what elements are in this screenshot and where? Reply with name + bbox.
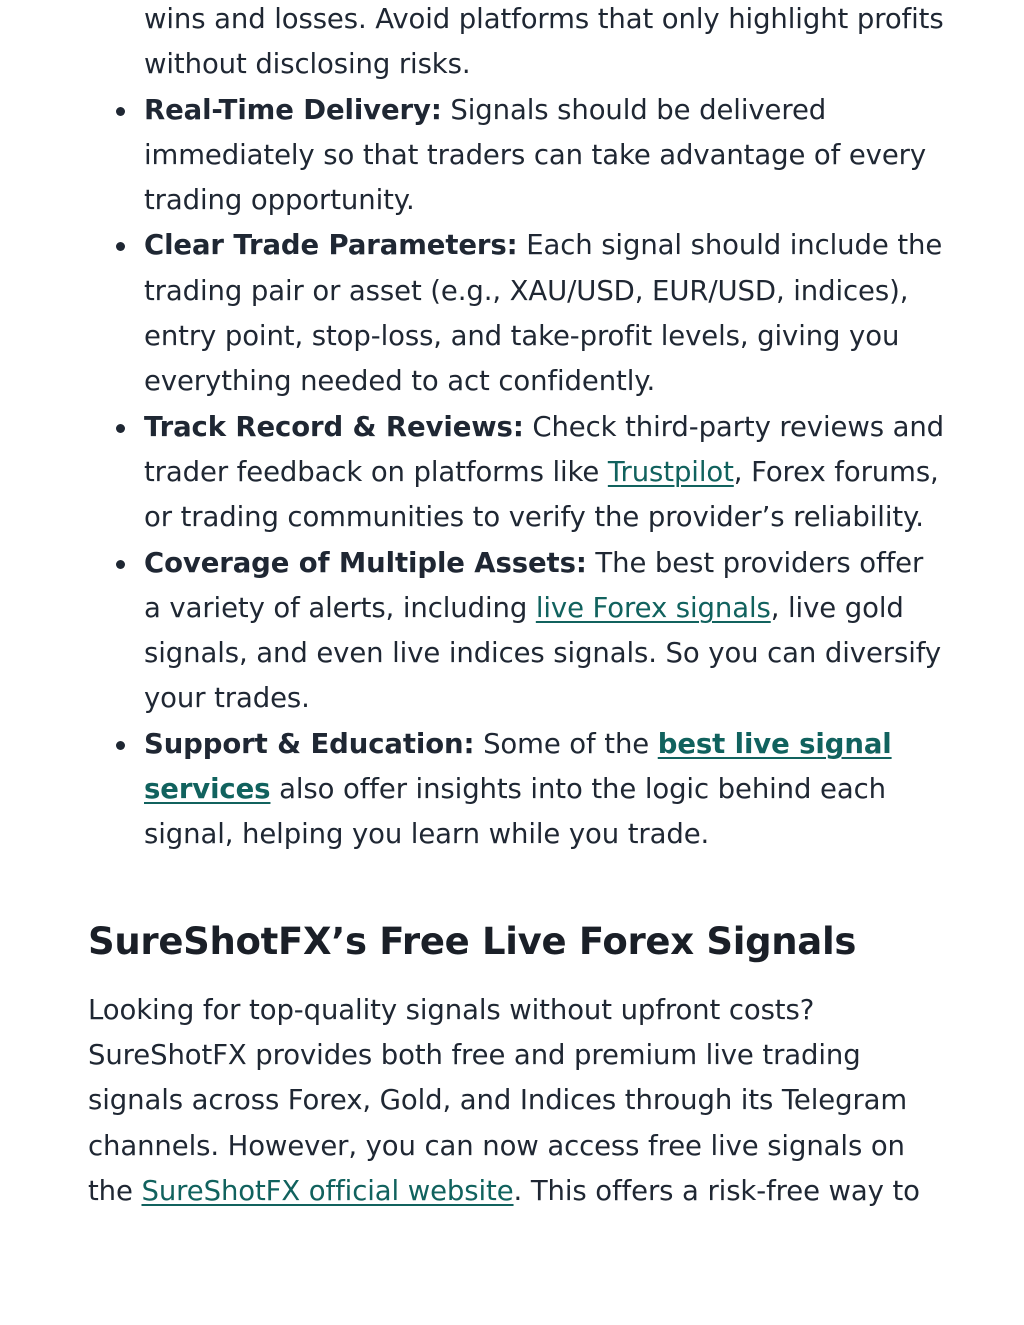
list-item-text: wins and losses. Avoid platforms that only highlight profits without disclosing risks.: [144, 3, 944, 81]
list-item: [144, 722, 948, 858]
trustpilot-link[interactable]: Trustpilot: [607, 455, 734, 488]
list-item: [144, 88, 948, 224]
article-content: [88, 0, 948, 1214]
list-item-label: Support & Education:: [144, 727, 475, 760]
section-heading: SureShotFX’s Free Live Forex Signals: [88, 919, 857, 963]
sureshotfx-website-link[interactable]: SureShotFX official website: [141, 1174, 514, 1207]
paragraph-text: . This offers a risk-free way to: [513, 1174, 920, 1207]
list-item-text: The best providers offer a variety of alerts, including: [144, 546, 924, 624]
list-item-text: Each signal should include the trading pair or asset (e.g., XAU/USD, EUR/USD, indices), entry point, stop-loss, and take-profit levels, giving you everything needed to act confidently.: [144, 229, 943, 398]
list-item-text: Some of the: [474, 727, 658, 760]
list-item-text: also offer insights into the logic behind each signal, helping you learn while you trade.: [144, 773, 886, 851]
list-item-label: Clear Trade Parameters:: [144, 229, 518, 262]
list-item-label: Real-Time Delivery:: [144, 93, 442, 126]
paragraph-text: Looking for top-quality signals without upfront costs? SureShotFX provides both free and premium live trading signals across Forex, Gold, and Indices through its Telegram channels. However, you can now access free live signals on the: [88, 993, 908, 1207]
list-item: [144, 0, 948, 88]
list-item-text: Check third-party reviews and trader feedback on platforms like: [144, 410, 945, 488]
list-item-text: Signals should be delivered immediately so that traders can take advantage of every trading opportunity.: [144, 93, 927, 217]
best-live-signal-services-link[interactable]: best live signal services: [144, 727, 892, 806]
list-item: [144, 223, 948, 404]
list-item-label: Coverage of Multiple Assets:: [144, 546, 587, 579]
section-paragraph: [88, 988, 948, 1214]
criteria-list: [88, 0, 948, 858]
list-item-label: Track Record & Reviews:: [144, 410, 524, 443]
list-item-text: , Forex forums, or trading communities to verify the provider’s reliability.: [144, 455, 939, 534]
list-item-text: , live gold signals, and even live indices signals. So you can diversify your trades.: [144, 591, 942, 715]
list-item: [144, 405, 948, 541]
list-item: [144, 541, 948, 722]
live-forex-signals-link[interactable]: live Forex signals: [535, 591, 771, 624]
